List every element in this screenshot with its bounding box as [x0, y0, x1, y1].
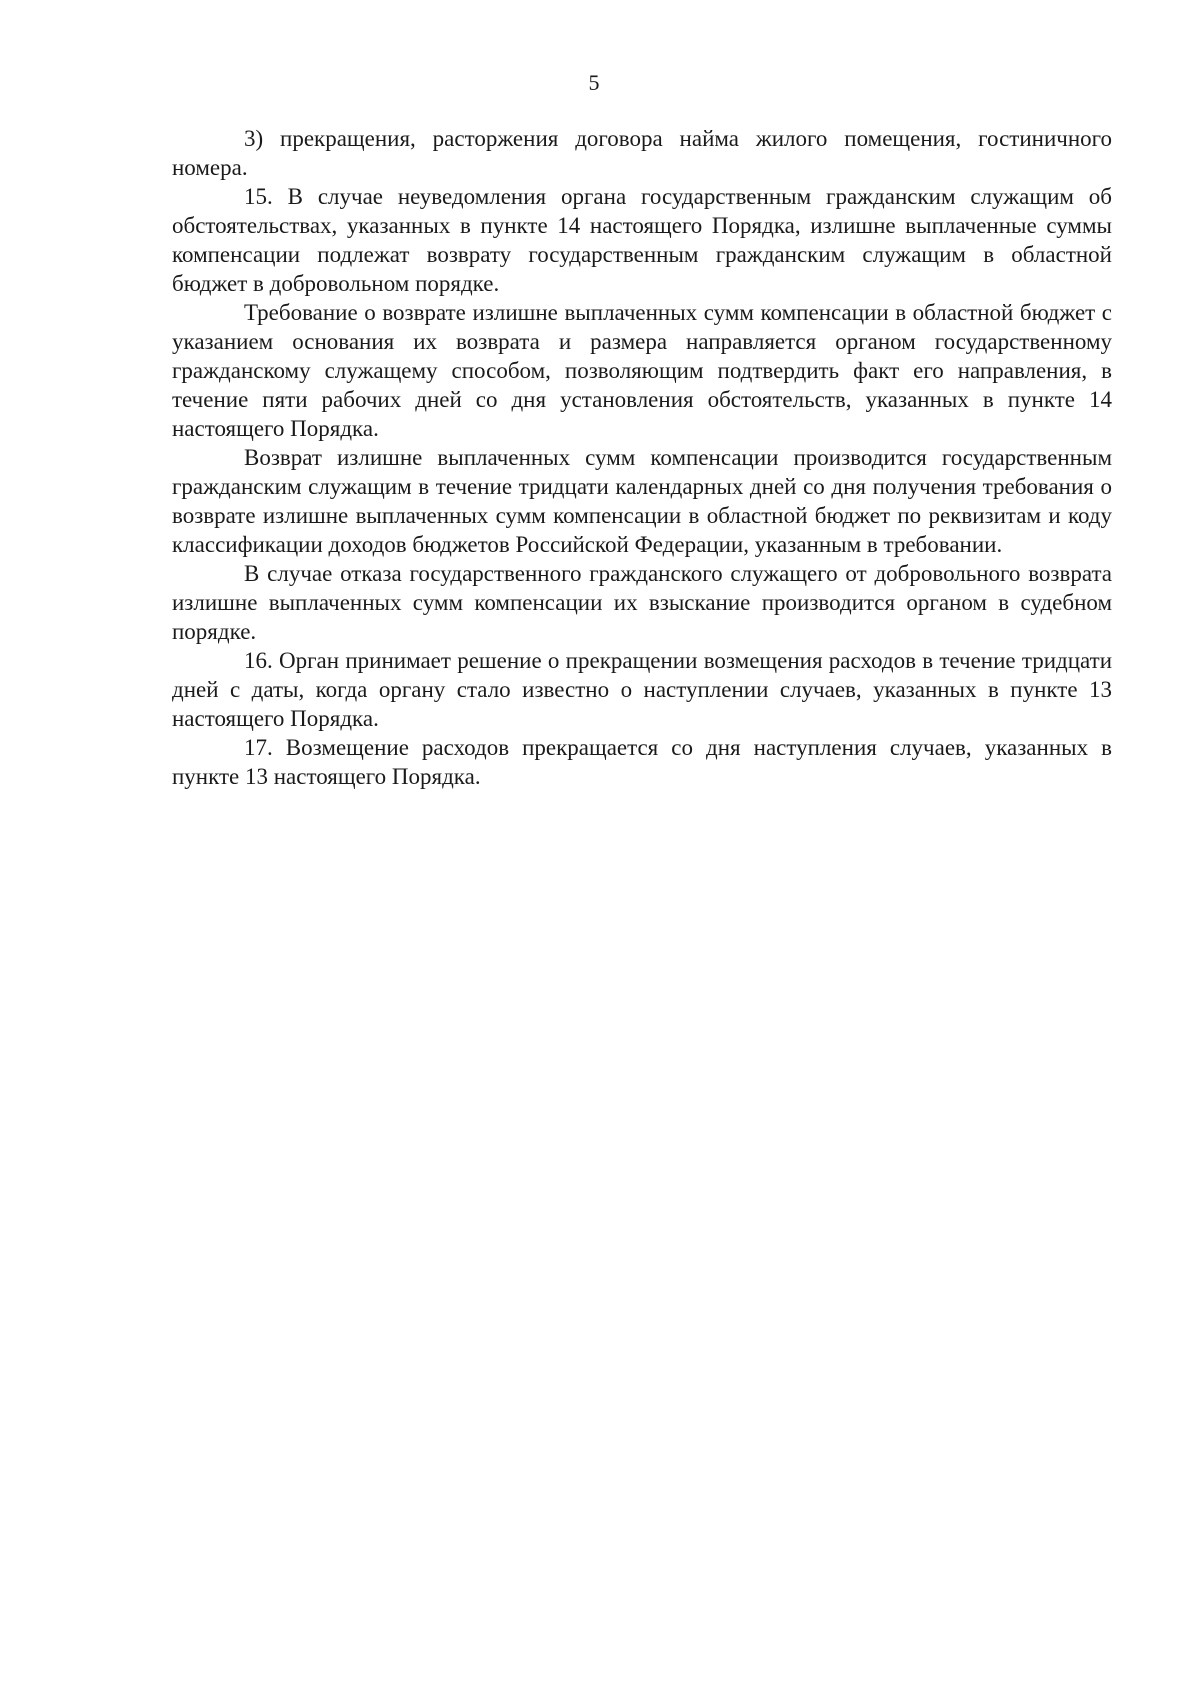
paragraph-return-requirement: Требование о возврате излишне выплаченных сумм компенсации в областной бюджет с указанием основания их возврата и размера направляется органом государственному гражданскому служащему способом, позволяющим подтвердить факт его направления, в течение пяти рабочих дней со дня установления обстоятельств, указанных в пункте 14 настоящего Порядка.: [172, 300, 1112, 441]
paragraph-16: 16. Орган принимает решение о прекращении возмещения расходов в течение тридцати дней с даты, когда органу стало известно о наступлении случаев, указанных в пункте 13 настоящего Порядка.: [172, 648, 1112, 731]
page-number: 5: [588, 70, 600, 95]
paragraph-item-3: 3) прекращения, расторжения договора найма жилого помещения, гостиничного номера.: [172, 126, 1112, 180]
document-body: [172, 124, 1112, 791]
paragraph-refusal: В случае отказа государственного гражданского служащего от добровольного возврата излишне выплаченных сумм компенсации их взыскание производится органом в судебном порядке.: [172, 561, 1112, 644]
paragraph-15: 15. В случае неуведомления органа государственным гражданским служащим об обстоятельствах, указанных в пункте 14 настоящего Порядка, излишне выплаченные суммы компенсации подлежат возврату государственным гражданским служащим в областной бюджет в добровольном порядке.: [172, 184, 1112, 296]
paragraph-17: 17. Возмещение расходов прекращается со дня наступления случаев, указанных в пункте 13 настоящего Порядка.: [172, 735, 1112, 789]
paragraph-return-procedure: Возврат излишне выплаченных сумм компенсации производится государственным гражданским служащим в течение тридцати календарных дней со дня получения требования о возврате излишне выплаченных сумм компенсации в областной бюджет по реквизитам и коду классификации доходов бюджетов Российской Федерации, указанным в требовании.: [172, 445, 1112, 557]
